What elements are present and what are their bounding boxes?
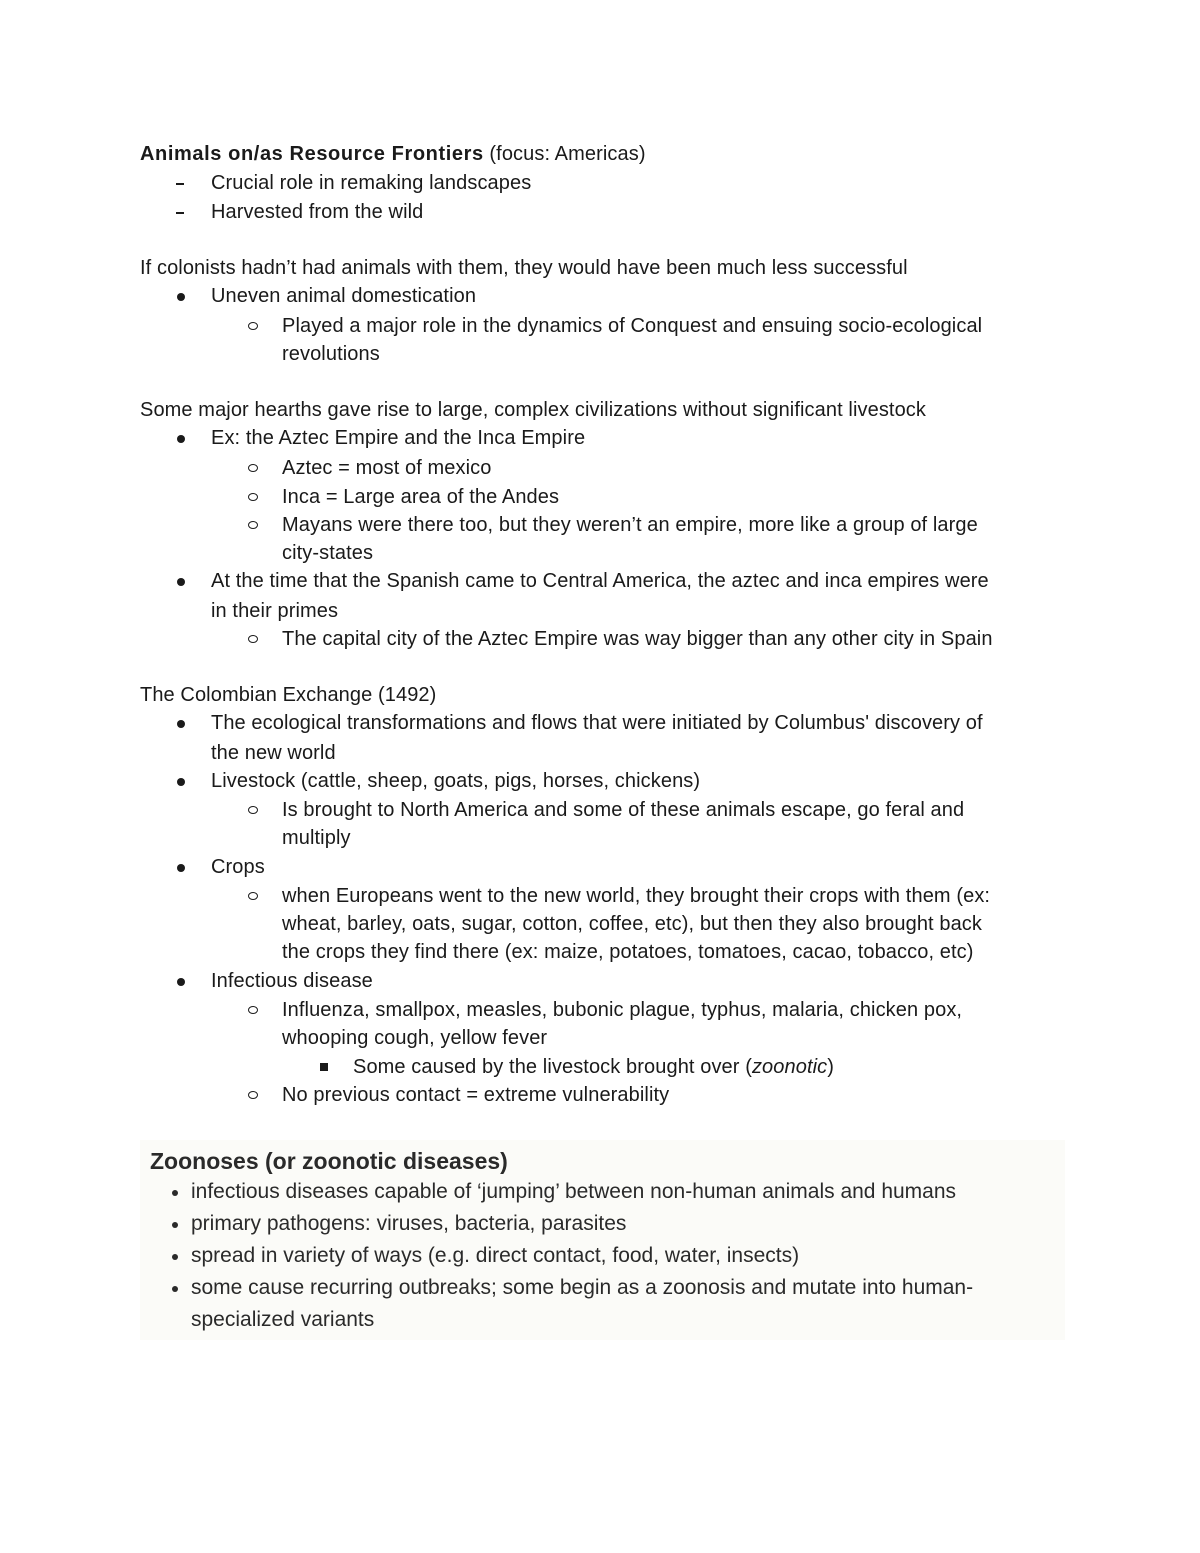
circle-bullet [248, 521, 258, 529]
text-part: Some caused by the livestock brought over ( [353, 1056, 752, 1078]
list-item: At the time that the Spanish came to Central America, the aztec and inca empires were [211, 570, 989, 592]
list-item: Is brought to North America and some of these animals escape, go feral and [282, 799, 965, 821]
slide-item: spread in variety of ways (e.g. direct contact, food, water, insects) [191, 1244, 800, 1267]
list-item: Crucial role in remaking landscapes [211, 172, 532, 194]
circle-bullet [248, 464, 258, 472]
dash-bullet [176, 183, 184, 185]
list-item-continued: wheat, barley, oats, sugar, cotton, coffee, etc), but then they also brought back [282, 913, 983, 935]
disc-bullet [177, 720, 185, 728]
slide-item-continued: specialized variants [191, 1308, 375, 1331]
circle-bullet [248, 892, 258, 900]
disc-bullet [177, 778, 185, 786]
circle-bullet [248, 635, 258, 643]
italic-term: zoonotic [751, 1056, 828, 1078]
circle-bullet [248, 322, 258, 330]
dash-bullet [176, 212, 184, 214]
list-item: when Europeans went to the new world, they brought their crops with them (ex: [282, 885, 991, 907]
list-item-continued: multiply [282, 827, 351, 849]
list-item: Livestock (cattle, sheep, goats, pigs, horses, chickens) [211, 770, 701, 792]
list-item: No previous contact = extreme vulnerability [282, 1084, 670, 1106]
list-item: Harvested from the wild [211, 201, 424, 223]
disc-bullet [177, 293, 185, 301]
circle-bullet [248, 1091, 258, 1099]
list-item: The ecological transformations and flows that were initiated by Columbus' discovery of [211, 712, 983, 734]
circle-bullet [248, 493, 258, 501]
slide-bullet [172, 1222, 178, 1228]
paragraph: The Colombian Exchange (1492) [140, 684, 437, 706]
list-item: Inca = Large area of the Andes [282, 486, 560, 508]
list-item: The capital city of the Aztec Empire was way bigger than any other city in Spain [282, 628, 993, 650]
list-item-continued: revolutions [282, 343, 380, 365]
slide-item: infectious diseases capable of ‘jumping’ between non-human animals and humans [191, 1180, 957, 1203]
paragraph: If colonists hadn’t had animals with them, they would have been much less successful [140, 257, 908, 279]
disc-bullet [177, 435, 185, 443]
slide-item: primary pathogens: viruses, bacteria, parasites [191, 1212, 627, 1235]
paragraph: Some major hearths gave rise to large, complex civilizations without significant livestock [140, 399, 927, 421]
list-item-continued: the crops they find there (ex: maize, potatoes, tomatoes, cacao, tobacco, etc) [282, 941, 974, 963]
section-heading [140, 140, 646, 168]
circle-bullet [248, 806, 258, 814]
list-item-continued: city-states [282, 542, 374, 564]
circle-bullet [248, 1006, 258, 1014]
list-item: Uneven animal domestication [211, 285, 477, 307]
list-item-continued: in their primes [211, 600, 339, 622]
text-part: ) [827, 1056, 835, 1078]
list-item: Played a major role in the dynamics of Conquest and ensuing socio-ecological [282, 315, 983, 337]
list-item-continued: the new world [211, 742, 336, 764]
heading-bold-text: Animals on/as Resource Frontiers [140, 143, 484, 165]
disc-bullet [177, 864, 185, 872]
list-item: Ex: the Aztec Empire and the Inca Empire [211, 427, 586, 449]
disc-bullet [177, 578, 185, 586]
list-item [353, 1053, 834, 1081]
slide-bullet [172, 1286, 178, 1292]
square-bullet [320, 1063, 328, 1071]
list-item: Aztec = most of mexico [282, 457, 492, 479]
list-item: Crops [211, 856, 265, 878]
list-item: Infectious disease [211, 970, 373, 992]
list-item: Mayans were there too, but they weren’t an empire, more like a group of large [282, 514, 978, 536]
embedded-slide-image [140, 1140, 1065, 1340]
heading-rest-text: (focus: Americas) [483, 143, 646, 165]
slide-bullet [172, 1190, 178, 1196]
slide-item: some cause recurring outbreaks; some begin as a zoonosis and mutate into human- [191, 1276, 974, 1299]
disc-bullet [177, 978, 185, 986]
slide-title: Zoonoses (or zoonotic diseases) [150, 1148, 508, 1174]
slide-bullet [172, 1254, 178, 1260]
list-item: Influenza, smallpox, measles, bubonic plague, typhus, malaria, chicken pox, [282, 999, 963, 1021]
list-item-continued: whooping cough, yellow fever [282, 1027, 548, 1049]
